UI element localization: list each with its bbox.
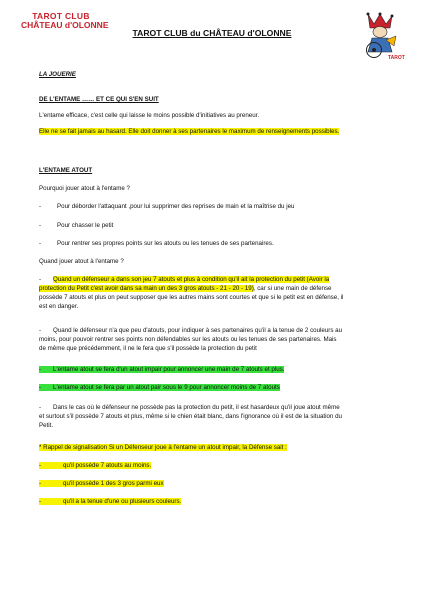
rappel-item-text: qu'il possède 1 des 3 gros parmi eux — [63, 480, 164, 487]
bullet-dash: - — [39, 276, 42, 283]
why-item-text: Pour rentrer ses propres points sur les atouts ou les tenues de ses partenaires. — [57, 240, 274, 247]
why-item — [39, 240, 274, 248]
when2-line1 — [39, 327, 342, 335]
when2-line3: de même que précédemment, il ne le fera que s'il possède la protection du petit — [39, 345, 257, 352]
why-item-text: Pour déborder l'attaquant ,pour lui supprimer des reprises de main et la maîtrise du jeu — [57, 203, 295, 210]
bullet-dash: - — [39, 203, 42, 210]
why-item — [39, 203, 294, 211]
when1-line4: est en danger. — [39, 303, 79, 310]
rappel-line — [39, 444, 287, 452]
rappel-item — [39, 498, 181, 506]
rappel-item-text: qu'il a la tenue d'une ou plusieurs couleurs. — [63, 498, 182, 505]
jester-logo-icon — [350, 10, 410, 62]
entame-highlight-text: Elle ne se fait jamais au hasard. Elle doit donner à ses partenaires le maximum de renseignements possibles. — [39, 128, 340, 135]
green-rule-1 — [39, 366, 284, 374]
bullet-dash: - — [39, 480, 42, 487]
entame-heading: DE L'ENTAME …… ET CE QUI S'EN SUIT — [39, 96, 159, 103]
logo-left-line2: CHÂTEAU d'OLONNE — [21, 19, 109, 30]
when3-line1 — [39, 404, 340, 412]
when3-line2: et surtout s'il possède 7 atouts et plus, même si le chien était blanc, dans l'ignorance où il est de la situation du — [39, 413, 342, 420]
green-rule-1-text — [39, 366, 284, 373]
when2-text1: Quand le défenseur n'a que peu d'atouts, pour indiquer à ses partenaires qu'il a la tenue de 2 couleurs au — [53, 327, 343, 334]
entame-highlight — [39, 128, 339, 136]
question-why: Pourquoi jouer atout à l'entame ? — [39, 185, 130, 192]
rappel-item — [39, 462, 151, 470]
when1-highlight-b: protection du Petit c'est avoir dans sa main un des 3 gros atouts - 21 - 20 - 19) — [39, 285, 254, 292]
bullet-dash: - — [39, 498, 42, 505]
logo-right-text: TAROT — [388, 55, 405, 61]
document-title: TAROT CLUB du CHÂTEAU d'OLONNE — [132, 28, 292, 38]
when1-rest-b: , car si une main de défense — [253, 285, 332, 292]
rappel-item — [39, 480, 164, 488]
bullet-dash: - — [39, 240, 42, 247]
rappel-text: * Rappel de signalisation Si un Défenseur joue à l'entame un atout impair, la Défense sait : — [39, 444, 287, 451]
rappel-item-highlight — [39, 480, 164, 487]
when1-line1 — [39, 276, 329, 284]
bullet-dash: - — [39, 384, 42, 391]
bullet-dash: - — [39, 222, 42, 229]
question-when: Quand jouer atout à l'entame ? — [39, 258, 124, 265]
when1-line3: possède 7 atouts et plus on peut supposer que les autres mains sont courtes et que si le petit est en défense, il — [39, 294, 344, 301]
why-item — [39, 222, 113, 230]
rappel-item-highlight — [39, 498, 181, 505]
atout-heading: L'ENTAME ATOUT — [39, 167, 93, 174]
why-item-text: Pour chasser le petit — [57, 222, 114, 229]
bullet-dash: - — [39, 404, 42, 411]
bullet-dash: - — [39, 462, 42, 469]
logo-left-line1: TAROT CLUB — [32, 11, 90, 21]
entame-text: L'entame efficace, c'est celle qui laisse le moins possible d'initiatives au preneur. — [39, 112, 260, 119]
bullet-dash: - — [39, 366, 42, 373]
section-title: LA JOUERIE — [39, 71, 76, 78]
rappel-item-highlight — [39, 462, 151, 469]
green-rule-2 — [39, 384, 280, 392]
green2-text: L'entame atout se fera par un atout pair sous le 9 pour annoncer moins de 7 atouts — [53, 384, 280, 391]
when2-line2: moins, pour pouvoir rentrer ses points non défendables sur les atouts ou les tenues de ses partenaires. Mais — [39, 336, 337, 343]
rappel-item-text: qu'il possède 7 atouts au moins. — [63, 462, 152, 469]
when1-line2 — [39, 285, 332, 293]
bullet-dash: - — [39, 327, 42, 334]
when3-text1: Dans le cas où le défenseur ne possède pas la protection du petit, il est hasardeux qu'il joue atout même — [53, 404, 340, 411]
when1-highlight-a: Quand un défenseur a dans son jeu 7 atouts et plus à condition qu'il ait la protection du petit (Avoir la — [53, 276, 330, 283]
green-rule-2-text — [39, 384, 280, 391]
green1-text: L'entame atout se fera d'un atout impair pour annoncer une main de 7 atouts et plus. — [53, 366, 285, 373]
when3-line3: Petit. — [39, 422, 54, 429]
